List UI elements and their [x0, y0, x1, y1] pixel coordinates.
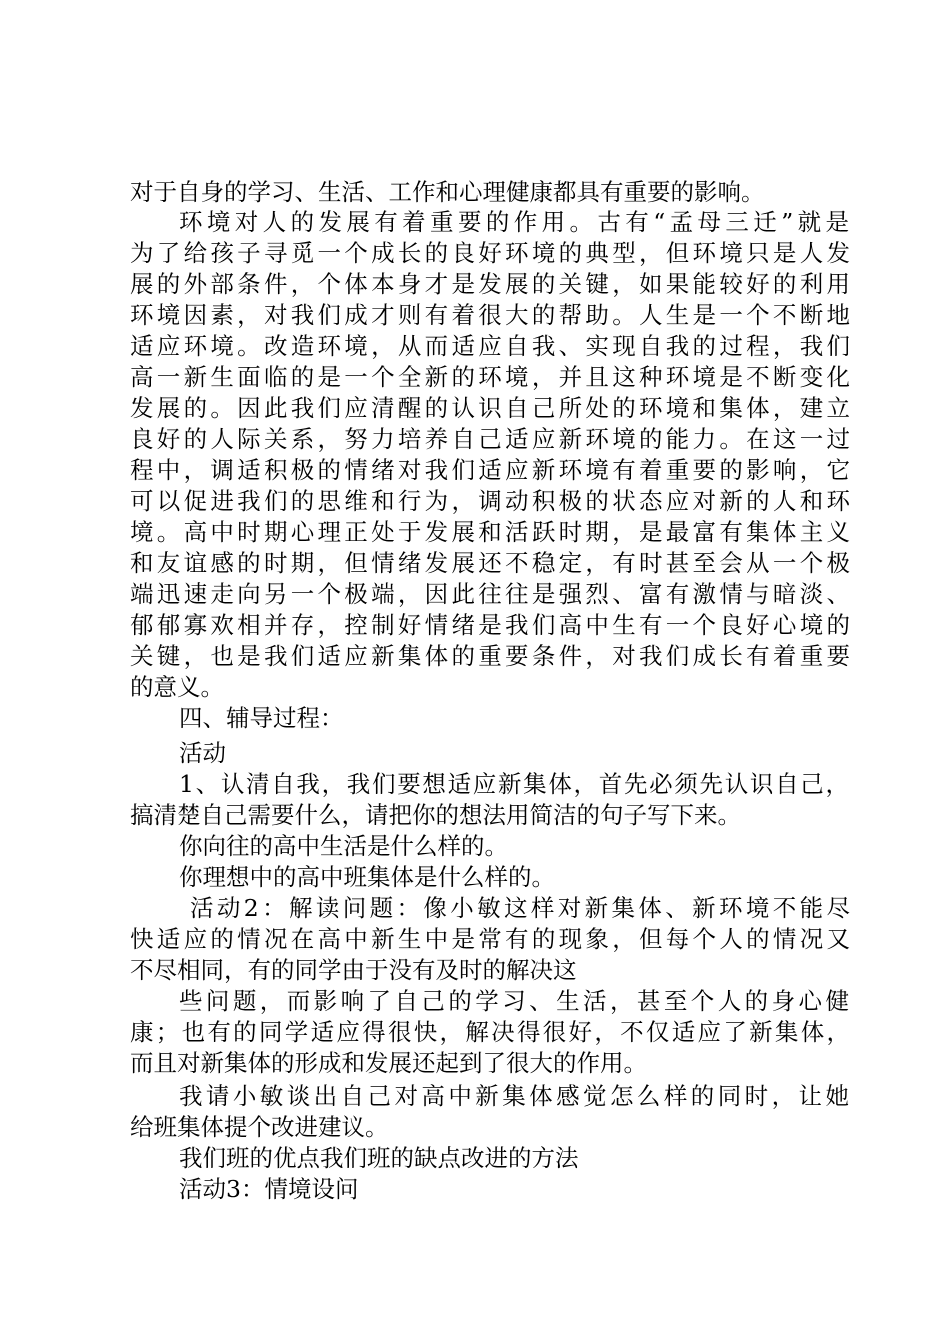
text-line: 快适应的情况在高中新生中是常有的现象，但每个人的情况又 — [130, 925, 850, 953]
text-line: 程中，调适积极的情绪对我们适应新环境有着重要的影响，它 — [130, 456, 850, 484]
text-line: 康；也有的同学适应得很快，解决得很好，不仅适应了新集体， — [130, 1018, 850, 1046]
paragraph-first-line: 环境对人的发展有着重要的作用。古有“孟母三迁”就是 — [179, 208, 849, 236]
section-heading: 四、辅导过程： — [179, 704, 344, 732]
text-line: 可以促进我们的思维和行为，调动积极的状态应对新的人和环 — [130, 487, 850, 515]
text-line: 和友谊感的时期，但情绪发展还不稳定，有时甚至会从一个极 — [130, 549, 850, 577]
text-line: 给班集体提个改进建议。 — [130, 1113, 389, 1141]
activity-label: 活动 — [179, 739, 226, 767]
paragraph-first-line: 活动2：解读问题：像小敏这样对新集体、新环境不能尽 — [190, 894, 850, 922]
text-line: 端迅速走向另一个极端，因此往往是强烈、富有激情与暗淡、 — [130, 580, 850, 608]
activity-label: 活动3：情境设问 — [179, 1175, 359, 1203]
paragraph-first-line: 1、认清自我，我们要想适应新集体，首先必须先认识自己， — [179, 770, 849, 798]
paragraph-first-line: 我请小敏谈出自己对高中新集体感觉怎么样的同时，让她 — [179, 1082, 849, 1110]
text-line: 为了给孩子寻觅一个成长的良好环境的典型，但环境只是人发 — [130, 239, 850, 267]
text-line: 发展的。因此我们应清醒的认识自己所处的环境和集体，建立 — [130, 394, 850, 422]
text-line: 关键，也是我们适应新集体的重要条件，对我们成长有着重要 — [130, 642, 850, 670]
question-line: 你向往的高中生活是什么样的。 — [179, 832, 508, 860]
text-line: 郁郁寡欢相并存，控制好情绪是我们高中生有一个良好心境的 — [130, 611, 850, 639]
question-line: 你理想中的高中班集体是什么样的。 — [179, 863, 555, 891]
text-line: 不尽相同，有的同学由于没有及时的解决这 — [130, 956, 577, 984]
table-header-line: 我们班的优点我们班的缺点改进的方法 — [179, 1144, 579, 1172]
text-line: 展的外部条件，个体本身才是发展的关键，如果能较好的利用 — [130, 270, 850, 298]
text-line: 对于自身的学习、生活、工作和心理健康都具有重要的影响。 — [130, 178, 765, 206]
text-line: 境。高中时期心理正处于发展和活跃时期，是最富有集体主义 — [130, 518, 850, 546]
text-line: 适应环境。改造环境，从而适应自我、实现自我的过程，我们 — [130, 332, 850, 360]
text-line: 而且对新集体的形成和发展还起到了很大的作用。 — [130, 1049, 647, 1077]
text-line: 高一新生面临的是一个全新的环境，并且这种环境是不断变化 — [130, 363, 850, 391]
text-line: 环境因素，对我们成才则有着很大的帮助。人生是一个不断地 — [130, 301, 850, 329]
text-line: 的意义。 — [130, 673, 224, 701]
text-line: 搞清楚自己需要什么，请把你的想法用简洁的句子写下来。 — [130, 801, 741, 829]
text-line: 良好的人际关系，努力培养自己适应新环境的能力。在这一过 — [130, 425, 850, 453]
paragraph-first-line: 些问题，而影响了自己的学习、生活，甚至个人的身心健 — [179, 987, 849, 1015]
